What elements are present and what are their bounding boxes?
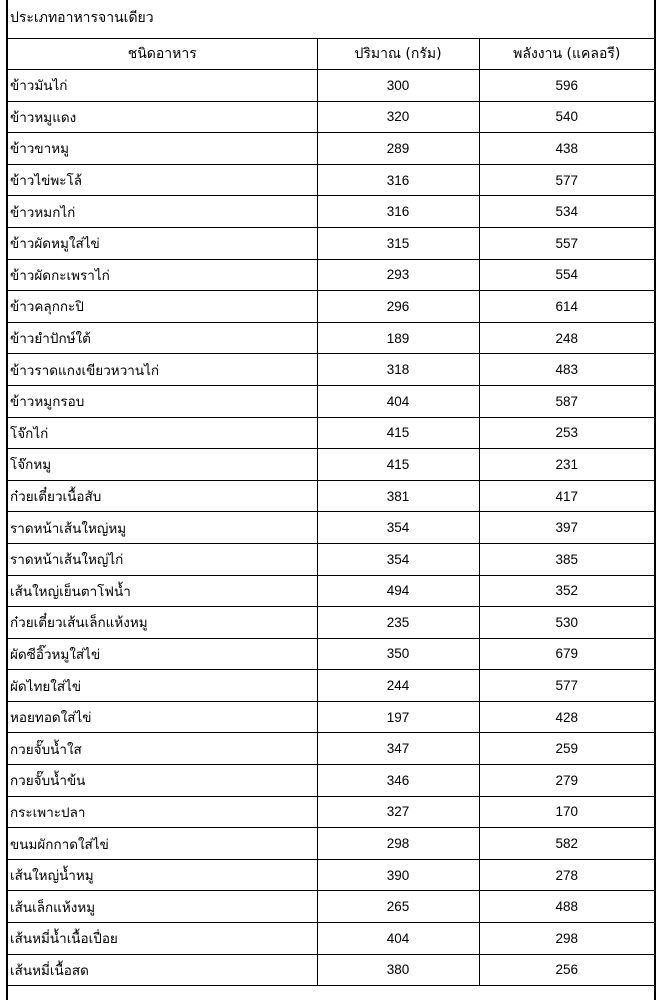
table-row [8,796,654,828]
table-row [8,227,654,259]
food-name-cell: ข้าวมันไก่ [8,70,317,102]
quantity-cell: 404 [317,923,479,955]
table-row [8,385,654,417]
table-row [8,733,654,765]
energy-cell: 278 [479,859,654,891]
energy-cell: 596 [479,70,654,102]
header-energy: พลังงาน (แคลอรี) [479,39,654,70]
food-name-cell: ข้าวหมกไก่ [8,196,317,228]
energy-cell: 279 [479,765,654,797]
quantity-cell: 346 [317,765,479,797]
food-name-cell: เส้นหมี่เนื้อสด [8,954,317,986]
table-row [8,480,654,512]
food-name-cell: กวยจั๊บน้ำใส [8,733,317,765]
quantity-cell: 300 [317,70,479,102]
quantity-cell: 381 [317,480,479,512]
energy-cell: 428 [479,701,654,733]
table-header [8,39,654,70]
table-row [8,101,654,133]
energy-cell: 417 [479,480,654,512]
energy-cell: 170 [479,796,654,828]
document-sheet [6,0,656,1000]
quantity-cell: 415 [317,449,479,481]
energy-cell: 259 [479,733,654,765]
quantity-cell: 354 [317,543,479,575]
table-row [8,607,654,639]
food-name-cell: ข้าวไข่พะโล้ [8,164,317,196]
table-row [8,765,654,797]
food-name-cell: โจ๊กไก่ [8,417,317,449]
table-row [8,70,654,102]
table-body [8,70,654,986]
table-row [8,196,654,228]
food-name-cell: โจ๊กหมู [8,449,317,481]
food-name-cell: ก๋วยเตี๋ยวเส้นเล็กแห้งหมู [8,607,317,639]
table-row [8,322,654,354]
quantity-cell: 320 [317,101,479,133]
food-name-cell: เส้นหมี่น้ำเนื้อเปื่อย [8,923,317,955]
energy-cell: 614 [479,291,654,323]
food-name-cell: กวยจั๊บน้ำข้น [8,765,317,797]
table-row [8,164,654,196]
energy-cell: 253 [479,417,654,449]
table-row [8,543,654,575]
energy-cell: 534 [479,196,654,228]
quantity-cell: 316 [317,196,479,228]
table-row [8,512,654,544]
food-name-cell: เส้นใหญ่เย็นตาโฟน้ำ [8,575,317,607]
food-name-cell: ข้าวยำปักษ์ใต้ [8,322,317,354]
energy-cell: 397 [479,512,654,544]
energy-cell: 256 [479,954,654,986]
quantity-cell: 289 [317,133,479,165]
food-energy-table [8,38,654,986]
energy-cell: 248 [479,322,654,354]
header-row [8,39,654,70]
food-name-cell: ข้าวหมูแดง [8,101,317,133]
quantity-cell: 494 [317,575,479,607]
quantity-cell: 380 [317,954,479,986]
energy-cell: 582 [479,828,654,860]
food-name-cell: ผัดไทยใส่ไข่ [8,670,317,702]
table-title: ประเภทอาหารจานเดียว [10,10,154,26]
food-name-cell: ก๋วยเตี๋ยวเนื้อสับ [8,480,317,512]
table-row [8,701,654,733]
energy-cell: 587 [479,385,654,417]
food-name-cell: ราดหน้าเส้นใหญ่หมู [8,512,317,544]
food-name-cell: ข้าวราดแกงเขียวหวานไก่ [8,354,317,386]
header-quantity: ปริมาณ (กรัม) [317,39,479,70]
energy-cell: 554 [479,259,654,291]
quantity-cell: 197 [317,701,479,733]
food-name-cell: ผัดซีอิ๊วหมูใส่ไข่ [8,638,317,670]
quantity-cell: 316 [317,164,479,196]
food-name-cell: กระเพาะปลา [8,796,317,828]
table-row [8,575,654,607]
table-row [8,891,654,923]
quantity-cell: 315 [317,227,479,259]
table-row [8,354,654,386]
food-name-cell: ข้าวขาหมู [8,133,317,165]
table-row [8,828,654,860]
food-name-cell: เส้นเล็กแห้งหมู [8,891,317,923]
food-name-cell: ข้าวหมูกรอบ [8,385,317,417]
header-food-type: ชนิดอาหาร [8,39,317,70]
food-name-cell: เส้นใหญ่น้ำหมู [8,859,317,891]
energy-cell: 438 [479,133,654,165]
food-name-cell: ข้าวผัดกะเพราไก่ [8,259,317,291]
table-row [8,638,654,670]
quantity-cell: 318 [317,354,479,386]
food-name-cell: ราดหน้าเส้นใหญ่ไก่ [8,543,317,575]
energy-cell: 540 [479,101,654,133]
energy-cell: 385 [479,543,654,575]
food-name-cell: ข้าวผัดหมูใส่ไข่ [8,227,317,259]
quantity-cell: 347 [317,733,479,765]
quantity-cell: 296 [317,291,479,323]
energy-cell: 577 [479,670,654,702]
table-row [8,859,654,891]
quantity-cell: 244 [317,670,479,702]
quantity-cell: 298 [317,828,479,860]
quantity-cell: 235 [317,607,479,639]
energy-cell: 557 [479,227,654,259]
energy-cell: 298 [479,923,654,955]
quantity-cell: 390 [317,859,479,891]
quantity-cell: 350 [317,638,479,670]
quantity-cell: 404 [317,385,479,417]
food-name-cell: ข้าวคลุกกะปิ [8,291,317,323]
quantity-cell: 415 [317,417,479,449]
energy-cell: 679 [479,638,654,670]
energy-cell: 530 [479,607,654,639]
energy-cell: 483 [479,354,654,386]
table-row [8,417,654,449]
table-row [8,923,654,955]
quantity-cell: 265 [317,891,479,923]
table-row [8,954,654,986]
table-row [8,133,654,165]
food-name-cell: หอยทอดใส่ไข่ [8,701,317,733]
energy-cell: 577 [479,164,654,196]
quantity-cell: 293 [317,259,479,291]
food-name-cell: ขนมผักกาดใส่ไข่ [8,828,317,860]
energy-cell: 488 [479,891,654,923]
quantity-cell: 327 [317,796,479,828]
table-row [8,449,654,481]
table-row [8,291,654,323]
quantity-cell: 189 [317,322,479,354]
table-row [8,670,654,702]
quantity-cell: 354 [317,512,479,544]
energy-cell: 231 [479,449,654,481]
energy-cell: 352 [479,575,654,607]
table-row [8,259,654,291]
